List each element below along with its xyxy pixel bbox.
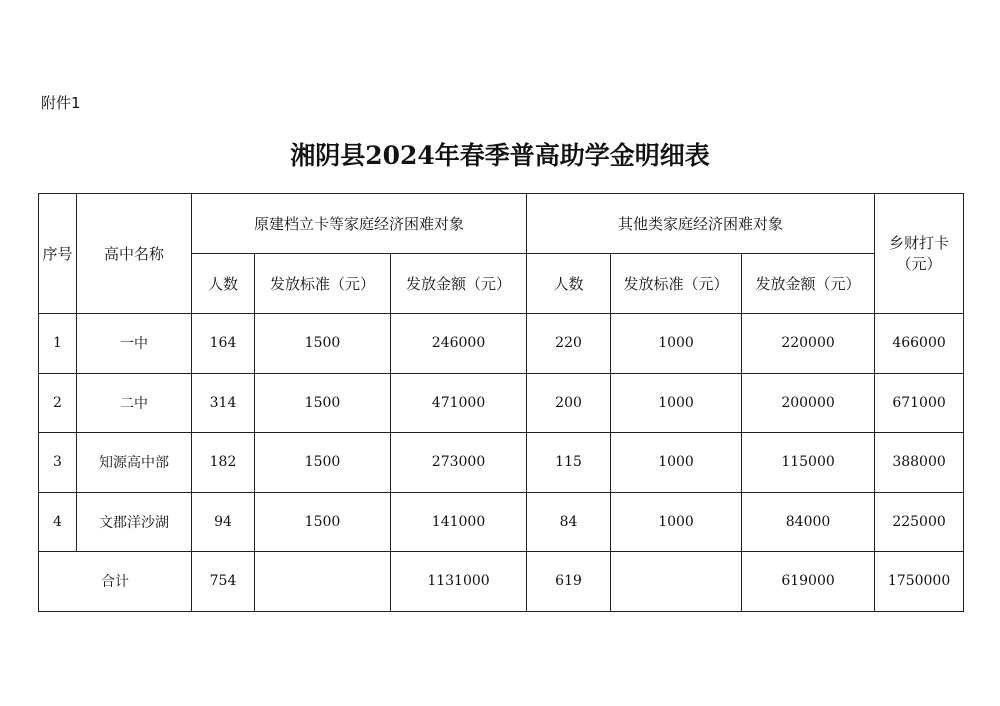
cell-g1-standard: 1500 [255,492,391,552]
header-g1-standard: 发放标准（元） [255,254,391,314]
cell-school: 一中 [77,314,192,374]
cell-g1-amount: 273000 [391,433,527,493]
cell-g2-amount: 115000 [742,433,875,493]
cell-g2-standard: 1000 [611,433,742,493]
cell-school: 知源高中部 [77,433,192,493]
cell-seq: 4 [39,492,77,552]
header-seq: 序号 [39,194,77,314]
header-total-card: 乡财打卡（元） [875,194,964,314]
header-g2-amount: 发放金额（元） [742,254,875,314]
cell-g2-amount: 84000 [742,492,875,552]
header-school: 高中名称 [77,194,192,314]
sum-g2-people: 619 [527,552,611,612]
sum-row [39,552,964,612]
cell-school: 文郡洋沙湖 [77,492,192,552]
table-row [39,492,964,552]
subsidy-table [38,193,964,612]
document-title: 湘阴县2024年春季普高助学金明细表 [290,141,710,170]
cell-g2-people: 84 [527,492,611,552]
table-row [39,373,964,433]
cell-g1-standard: 1500 [255,433,391,493]
cell-g1-amount: 246000 [391,314,527,374]
cell-g2-amount: 220000 [742,314,875,374]
cell-seq: 3 [39,433,77,493]
cell-g1-amount: 141000 [391,492,527,552]
sum-g1-standard [255,552,391,612]
cell-g2-amount: 200000 [742,373,875,433]
cell-g1-amount: 471000 [391,373,527,433]
sum-g1-amount: 1131000 [391,552,527,612]
cell-seq: 1 [39,314,77,374]
header-group-original-poor: 原建档立卡等家庭经济困难对象 [192,194,527,254]
cell-g2-standard: 1000 [611,314,742,374]
cell-total: 388000 [875,433,964,493]
table-row [39,314,964,374]
cell-total: 225000 [875,492,964,552]
cell-g1-people: 164 [192,314,255,374]
attachment-label: 附件1 [41,94,81,112]
cell-g2-people: 115 [527,433,611,493]
sum-total: 1750000 [875,552,964,612]
header-g1-amount: 发放金额（元） [391,254,527,314]
header-g2-standard: 发放标准（元） [611,254,742,314]
cell-g2-standard: 1000 [611,492,742,552]
cell-g1-people: 94 [192,492,255,552]
header-g1-people: 人数 [192,254,255,314]
sum-label: 合计 [39,552,192,612]
cell-seq: 2 [39,373,77,433]
cell-total: 671000 [875,373,964,433]
sum-g1-people: 754 [192,552,255,612]
cell-g1-standard: 1500 [255,314,391,374]
cell-total: 466000 [875,314,964,374]
header-group-other-poor: 其他类家庭经济困难对象 [527,194,875,254]
cell-g2-standard: 1000 [611,373,742,433]
cell-school: 二中 [77,373,192,433]
sum-g2-standard [611,552,742,612]
table-row [39,433,964,493]
cell-g2-people: 200 [527,373,611,433]
cell-g1-people: 314 [192,373,255,433]
cell-g2-people: 220 [527,314,611,374]
cell-g1-people: 182 [192,433,255,493]
header-g2-people: 人数 [527,254,611,314]
sum-g2-amount: 619000 [742,552,875,612]
cell-g1-standard: 1500 [255,373,391,433]
header-row-1 [39,194,964,254]
